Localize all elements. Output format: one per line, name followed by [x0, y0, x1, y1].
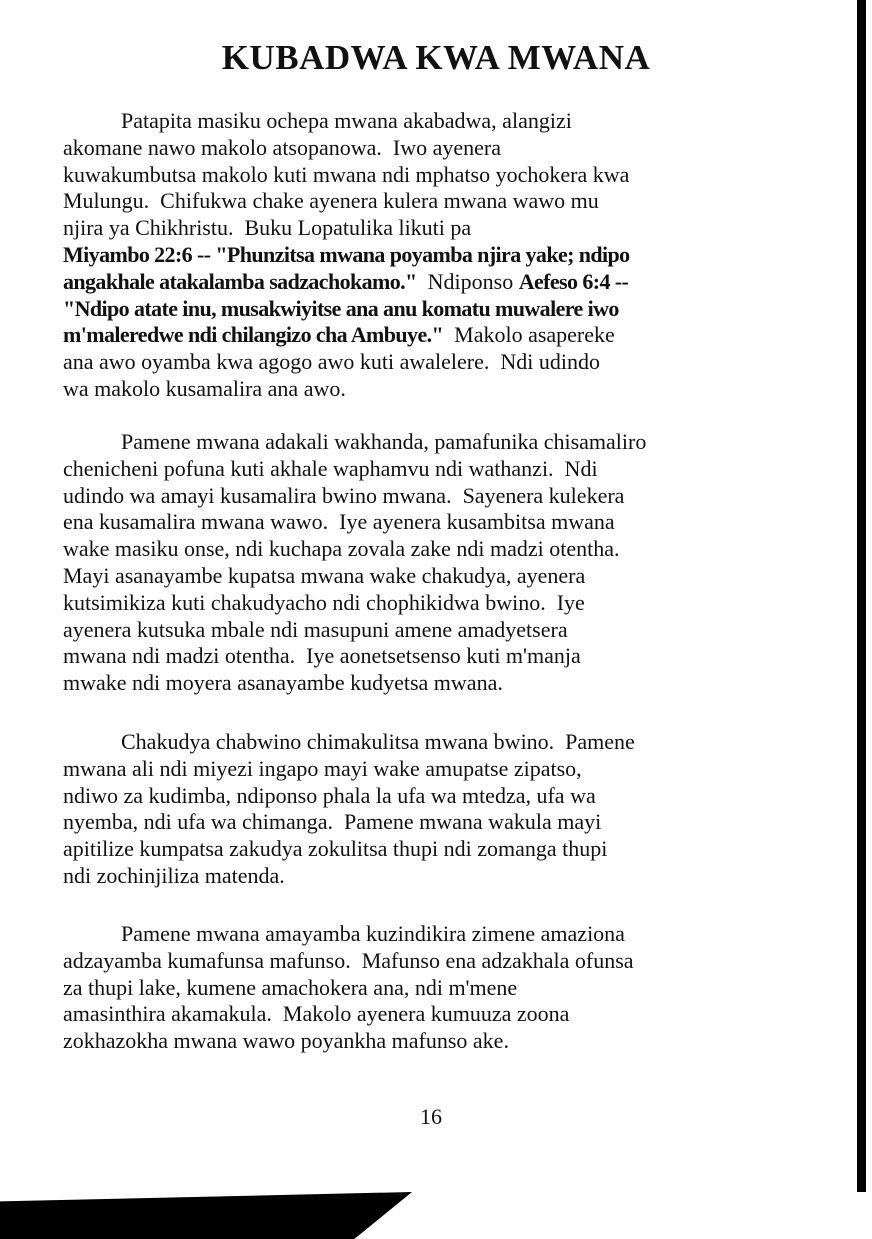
text-segment: njira ya Chikhristu. Buku Lopatulika likuti pa — [63, 215, 472, 241]
text-segment: akomane nawo makolo atsopanowa. Iwo ayenera — [63, 134, 502, 160]
text-line — [63, 429, 803, 456]
scan-edge-bar — [857, 0, 866, 1192]
bold-text-segment: Aefeso 6:4 -- — [518, 268, 629, 294]
text-line — [63, 456, 803, 483]
text-line — [63, 108, 803, 135]
scan-edge-wedge — [0, 1192, 412, 1239]
text-line — [63, 921, 803, 948]
text-line — [63, 1001, 803, 1028]
text-segment: Pamene mwana amayamba kuzindikira zimene amaziona — [121, 921, 625, 946]
text-segment: mwake ndi moyera asanayambe kudyetsa mwana. — [63, 670, 503, 696]
text-line — [63, 756, 803, 783]
bold-text-segment: m'maleredwe ndi chilangizo cha Ambuye." — [63, 322, 444, 348]
text-line — [63, 135, 803, 162]
text-segment: wa makolo kusamalira ana awo. — [63, 375, 346, 401]
text-segment: ana awo oyamba kwa agogo awo kuti awalelere. Ndi udindo — [63, 349, 600, 375]
text-line — [63, 349, 803, 376]
text-segment: ena kusamalira mwana wawo. Iye ayenera kusambitsa mwana — [63, 509, 615, 535]
text-line — [63, 729, 803, 756]
text-line — [63, 483, 803, 510]
text-segment: ndi zochinjiliza matenda. — [63, 862, 285, 888]
paragraph-3 — [63, 729, 803, 890]
text-segment: apitilize kumpatsa zakudya zokulitsa thupi ndi zomanga thupi — [63, 836, 608, 862]
text-line — [63, 863, 803, 890]
text-segment: wake masiku onse, ndi kuchapa zovala zake ndi madzi otentha. — [63, 536, 620, 562]
page-title: KUBADWA KWA MWANA — [221, 38, 651, 77]
text-segment: mwana ndi madzi otentha. Iye aonetsetsenso kuti m'manja — [63, 643, 581, 669]
text-segment: ndiwo za kudimba, ndiponso phala la ufa wa mtedza, ufa wa — [63, 782, 596, 808]
text-segment: amasinthira akamakula. Makolo ayenera kumuuza zoona — [63, 1001, 570, 1027]
text-line — [63, 162, 803, 189]
bold-text-segment: "Ndipo atate inu, musakwiyitse ana anu komatu muwalere iwo — [63, 295, 619, 321]
paragraph-4 — [63, 921, 803, 1055]
text-line — [63, 948, 803, 975]
text-line — [63, 322, 803, 349]
text-line — [63, 809, 803, 836]
text-segment: adzayamba kumafunsa mafunso. Mafunso ena adzakhala ofunsa — [63, 947, 634, 973]
text-segment: ayenera kutsuka mbale ndi masupuni amene amadyetsera — [63, 616, 568, 642]
text-segment: Makolo asapereke — [443, 322, 615, 348]
text-line — [63, 975, 803, 1002]
text-segment: Mulungu. Chifukwa chake ayenera kulera mwana wawo mu — [63, 188, 599, 214]
text-line — [63, 783, 803, 810]
text-segment: zokhazokha mwana wawo poyankha mafunso ake. — [63, 1028, 509, 1054]
text-segment: Ndiponso — [416, 268, 519, 294]
text-segment: kuwakumbutsa makolo kuti mwana ndi mphatso yochokera kwa — [63, 161, 630, 187]
text-line — [63, 836, 803, 863]
text-segment: udindo wa amayi kusamalira bwino mwana. Sayenera kulekera — [63, 482, 625, 508]
text-segment: Pamene mwana adakali wakhanda, pamafunika chisamaliro — [121, 429, 647, 454]
text-line — [63, 670, 803, 697]
text-line — [63, 509, 803, 536]
text-segment: nyemba, ndi ufa wa chimanga. Pamene mwana wakula mayi — [63, 809, 602, 835]
text-segment: mwana ali ndi miyezi ingapo mayi wake amupatse zipatso, — [63, 755, 582, 781]
text-line — [63, 1028, 803, 1055]
text-segment: za thupi lake, kumene amachokera ana, ndi m'mene — [63, 974, 518, 1000]
page-number: 16 — [420, 1104, 442, 1129]
bold-text-segment: angakhale atakalamba sadzachokamo." — [63, 268, 417, 294]
text-segment: Mayi asanayambe kupatsa mwana wake chakudya, ayenera — [63, 562, 586, 588]
text-line — [63, 215, 803, 242]
text-line — [63, 563, 803, 590]
text-line — [63, 536, 803, 563]
text-line — [63, 617, 803, 644]
paragraph-2 — [63, 429, 803, 697]
text-line — [63, 296, 803, 323]
text-line — [63, 376, 803, 403]
text-segment: Patapita masiku ochepa mwana akabadwa, alangizi — [121, 108, 572, 133]
text-line — [63, 590, 803, 617]
text-line — [63, 242, 803, 269]
text-segment: chenicheni pofuna kuti akhale waphamvu ndi wathanzi. Ndi — [63, 455, 598, 481]
text-line — [63, 188, 803, 215]
text-segment: Chakudya chabwino chimakulitsa mwana bwino. Pamene — [121, 729, 635, 754]
text-line — [63, 269, 803, 296]
text-segment: kutsimikiza kuti chakudyacho ndi chophikidwa bwino. Iye — [63, 589, 585, 615]
bold-text-segment: Miyambo 22:6 -- "Phunzitsa mwana poyamba njira yake; ndipo — [63, 241, 630, 267]
paragraph-1 — [63, 108, 803, 403]
text-line — [63, 643, 803, 670]
